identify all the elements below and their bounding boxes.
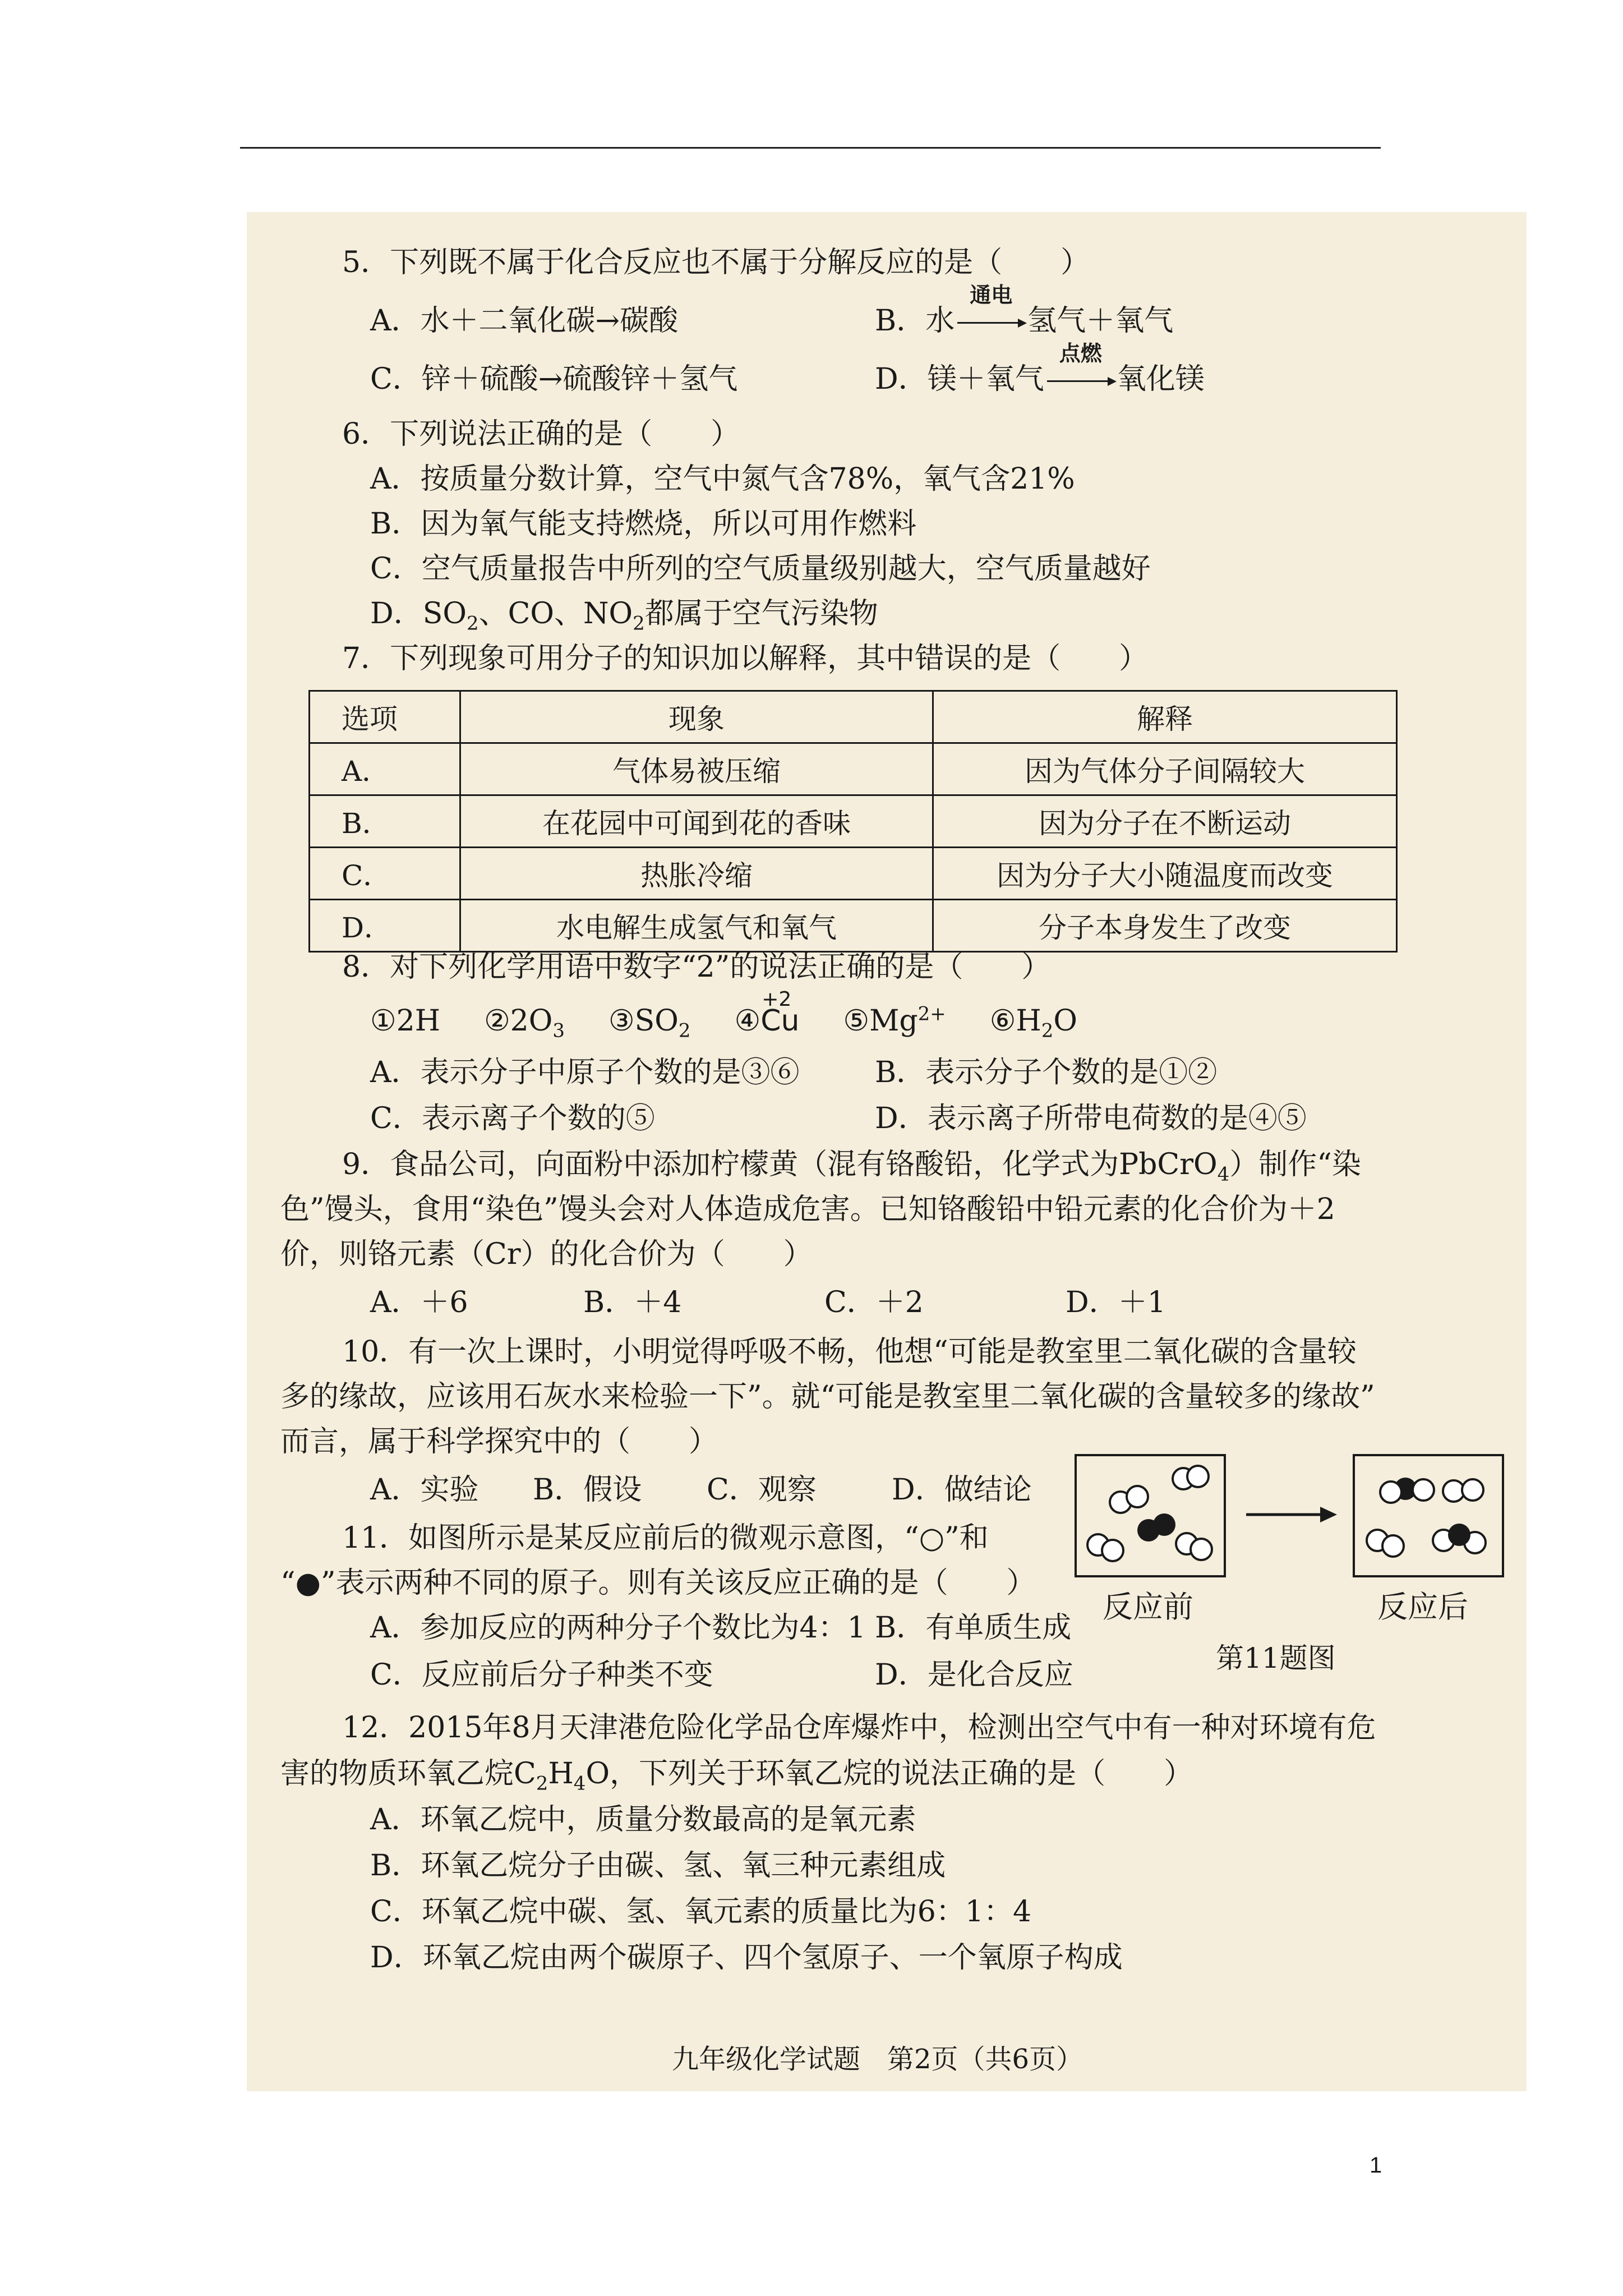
table-cell: C． [310, 848, 460, 900]
q5-stem: 5．下列既不属于化合反应也不属于分解反应的是（ ） [342, 246, 1090, 279]
q5-option-b: B．水 通电 氢气＋氧气 [875, 283, 1174, 338]
q9-line-1: 9．食品公司，向面粉中添加柠檬黄（混有铬酸铅，化学式为PbCrO$_4$）制作“染 [342, 1148, 1361, 1186]
q10-option-a: A．实验 [370, 1473, 479, 1507]
q12-option-b: B．环氧乙烷分子由碳、氢、氧三种元素组成 [370, 1849, 946, 1883]
q8-option-d: D．表示离子所带电荷数的是④⑤ [875, 1102, 1307, 1135]
q9-line-2: 色”馒头，食用“染色”馒头会对人体造成危害。已知铬酸铅中铅元素的化合价为＋2 [280, 1193, 1335, 1226]
q9-option-c: C．＋2 [824, 1286, 924, 1319]
table-cell: 在花园中可闻到花的香味 [460, 795, 933, 848]
figure-caption: 第11题图 [1216, 1642, 1336, 1674]
q11-option-d: D．是化合反应 [875, 1658, 1073, 1692]
molecule-diagram-before [1077, 1456, 1224, 1575]
after-reaction-box [1353, 1454, 1504, 1577]
page-number: 1 [1370, 2153, 1382, 2178]
header-rule [240, 147, 1381, 149]
before-reaction-label: 反应前 [1103, 1589, 1193, 1625]
table-header-cell: 解释 [933, 691, 1397, 743]
q6-option-d: D．$SO_2$、CO、$NO_2$都属于空气污染物 [370, 597, 878, 635]
copper-valence: +2 Cu [760, 988, 800, 1038]
before-reaction-box [1075, 1454, 1226, 1577]
table-row [310, 795, 1397, 848]
q6-option-c: C．空气质量报告中所列的空气质量级别越大，空气质量越好 [370, 552, 1151, 586]
q8-option-b: B．表示分子个数的是①② [875, 1056, 1218, 1089]
reaction-arrow: 点燃 [1044, 361, 1117, 397]
q11-option-c: C．反应前后分子种类不变 [370, 1658, 713, 1692]
q10-line-3: 而言，属于科学探究中的（ ） [280, 1425, 718, 1458]
table-cell: 热胀冷缩 [460, 848, 933, 900]
q6-stem: 6．下列说法正确的是（ ） [342, 417, 740, 451]
table-row [310, 743, 1397, 795]
table-row [310, 848, 1397, 900]
exam-footer: 九年级化学试题 第2页（共6页） [672, 2044, 1083, 2075]
table-header-cell: 选项 [310, 691, 460, 743]
reaction-arrow: 通电 [955, 303, 1027, 339]
q12-line-1: 12．2015年8月天津港危险化学品仓库爆炸中，检测出空气中有一种对环境有危 [342, 1711, 1376, 1745]
table-header-cell: 现象 [460, 691, 933, 743]
q7-table [308, 690, 1398, 953]
reaction-arrow-icon [1244, 1503, 1339, 1526]
q8-items: ①2H $②2O_3$ $③SO_2$ ④ +2 Cu $⑤Mg^{2+}$ $⑥H_2O$ [370, 988, 1077, 1042]
table-row [310, 900, 1397, 952]
q12-option-c: C．环氧乙烷中碳、氢、氧元素的质量比为6：1：4 [370, 1895, 1032, 1929]
q9-option-b: B．＋4 [583, 1286, 682, 1319]
q9-line-3: 价，则铬元素（Cr）的化合价为（ ） [280, 1237, 813, 1271]
q9-option-a: A．＋6 [370, 1286, 468, 1319]
q12-line-2: 害的物质环氧乙烷$C_2H_4O$，下列关于环氧乙烷的说法正确的是（ ） [280, 1757, 1193, 1795]
q6-option-b: B．因为氧气能支持燃烧，所以可用作燃料 [370, 507, 917, 541]
table-cell: 因为分子大小随温度而改变 [933, 848, 1397, 900]
table-cell: 因为气体分子间隔较大 [933, 743, 1397, 795]
q10-option-c: C．观察 [707, 1473, 817, 1507]
table-cell: 因为分子在不断运动 [933, 795, 1397, 848]
q12-option-a: A．环氧乙烷中，质量分数最高的是氧元素 [370, 1803, 916, 1837]
q6-option-a: A．按质量分数计算，空气中氮气含78%，氧气含21% [370, 462, 1075, 496]
q11-option-a: A．参加反应的两种分子个数比为4：1 [370, 1611, 866, 1645]
table-cell: A． [310, 743, 460, 795]
q11-line-1: 11．如图所示是某反应前后的微观示意图，“○”和 [342, 1521, 989, 1555]
q11-option-b: B．有单质生成 [875, 1611, 1072, 1645]
q9-option-d: D．＋1 [1066, 1286, 1166, 1319]
after-reaction-label: 反应后 [1377, 1589, 1468, 1625]
q5-option-a: A．水＋二氧化碳→碳酸 [370, 304, 679, 338]
table-cell: 气体易被压缩 [460, 743, 933, 795]
table-cell: B． [310, 795, 460, 848]
table-cell: D． [310, 900, 460, 952]
table-header-row [310, 691, 1397, 743]
q8-stem: 8．对下列化学用语中数字“2”的说法正确的是（ ） [342, 950, 1051, 984]
q10-line-1: 10．有一次上课时，小明觉得呼吸不畅，他想“可能是教室里二氧化碳的含量较 [342, 1335, 1357, 1369]
table-cell: 分子本身发生了改变 [933, 900, 1397, 952]
q5-option-d: D．镁＋氧气 点燃 氧化镁 [875, 341, 1205, 396]
q7-stem: 7．下列现象可用分子的知识加以解释，其中错误的是（ ） [342, 642, 1149, 675]
molecule-diagram-after [1355, 1456, 1502, 1575]
q10-option-d: D．做结论 [892, 1473, 1032, 1507]
table-cell: 水电解生成氢气和氧气 [460, 900, 933, 952]
q10-option-b: B．假设 [533, 1473, 642, 1507]
q11-line-2: “●”表示两种不同的原子。则有关该反应正确的是（ ） [280, 1566, 1036, 1600]
q8-option-c: C．表示离子个数的⑤ [370, 1102, 655, 1135]
q8-option-a: A．表示分子中原子个数的是③⑥ [370, 1056, 800, 1089]
q5-option-c: C．锌＋硫酸→硫酸锌＋氢气 [370, 362, 738, 396]
q10-line-2: 多的缘故，应该用石灰水来检验一下”。就“可能是教室里二氧化碳的含量较多的缘故” [280, 1380, 1375, 1414]
q12-option-d: D．环氧乙烷由两个碳原子、四个氢原子、一个氧原子构成 [370, 1941, 1123, 1975]
